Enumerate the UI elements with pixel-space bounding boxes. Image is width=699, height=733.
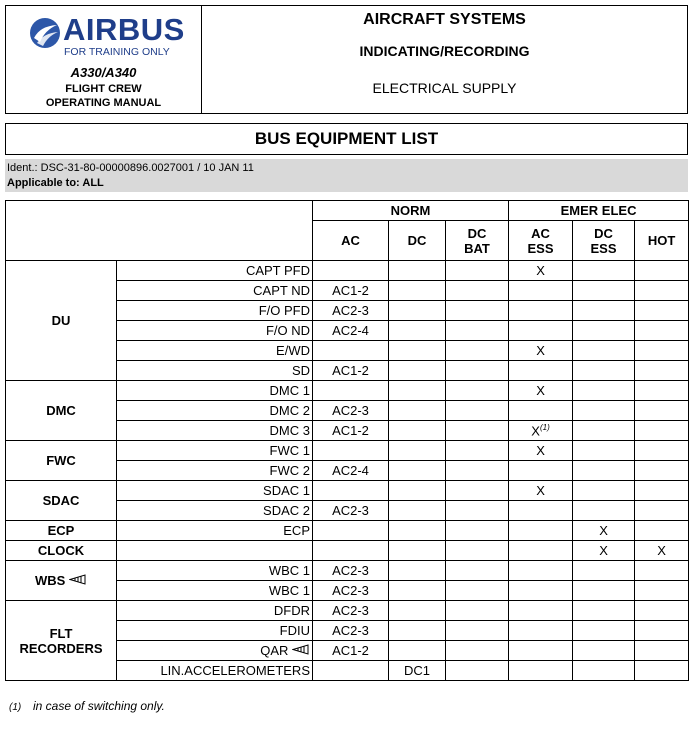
ac-ess-cell: X (509, 381, 573, 401)
footnote (9, 699, 165, 713)
equipment-cell: CAPT PFD (117, 261, 313, 281)
hot-cell (635, 661, 689, 681)
dc-bat-cell (446, 461, 509, 481)
dc-ess-cell (573, 381, 635, 401)
dc-cell (389, 281, 446, 301)
ac-ess-cell: X (509, 261, 573, 281)
hot-cell (635, 441, 689, 461)
header-blank-cell (6, 201, 313, 261)
dc-cell: DC1 (389, 661, 446, 681)
dc-cell (389, 581, 446, 601)
table-row (6, 521, 689, 541)
dc-ess-cell (573, 481, 635, 501)
hot-cell (635, 401, 689, 421)
footnote-number: (1) (9, 702, 22, 713)
ident-bar (5, 159, 688, 192)
equipment-cell: E/WD (117, 341, 313, 361)
dc-ess-cell (573, 341, 635, 361)
ac-ess-value: X (531, 423, 540, 439)
ac-ess-cell (509, 581, 573, 601)
dc-bat-cell (446, 641, 509, 661)
manual-name-line1: FLIGHT CREW (65, 83, 142, 95)
hot-cell (635, 281, 689, 301)
ac-cell (313, 261, 389, 281)
col-header-hot (635, 221, 689, 261)
ac-cell (313, 481, 389, 501)
dc-bat-cell (446, 541, 509, 561)
equipment-cell: SDAC 1 (117, 481, 313, 501)
page-header (5, 5, 688, 114)
dc-ess-cell (573, 261, 635, 281)
option-flag-icon (292, 644, 310, 655)
equipment-cell: CAPT ND (117, 281, 313, 301)
aircraft-model: A330/A340 (70, 65, 137, 80)
ac-cell: AC2-3 (313, 561, 389, 581)
table-row (6, 481, 689, 501)
ac-cell: AC1-2 (313, 361, 389, 381)
dc-ess-cell (573, 661, 635, 681)
option-flag-icon (69, 574, 87, 585)
dc-bat-cell (446, 321, 509, 341)
equipment-cell: ECP (117, 521, 313, 541)
ident-text: Ident.: DSC-31-80-00000896.0027001 / 10 JAN 11 (7, 162, 254, 174)
col-header-dc-ess (573, 221, 635, 261)
ac-ess-cell (509, 601, 573, 621)
group-label-flt-line2: RECORDERS (19, 640, 103, 656)
ac-cell (313, 341, 389, 361)
group-label-wbs-text: WBS (35, 573, 66, 588)
dc-cell (389, 401, 446, 421)
ac-ess-cell (509, 661, 573, 681)
ac-ess-cell (509, 321, 573, 341)
group-label-wbs (6, 561, 117, 601)
hot-cell (635, 261, 689, 281)
dc-bat-cell (446, 381, 509, 401)
ac-cell: AC2-3 (313, 501, 389, 521)
col-header-label: AC (341, 233, 360, 248)
col-header-label: HOT (647, 233, 676, 248)
equipment-label: QAR (260, 643, 289, 658)
ac-ess-cell (509, 401, 573, 421)
hot-cell (635, 341, 689, 361)
dc-bat-cell (446, 421, 509, 441)
dc-bat-cell (446, 521, 509, 541)
equipment-cell: DFDR (117, 601, 313, 621)
dc-ess-cell (573, 561, 635, 581)
ac-ess-cell (509, 621, 573, 641)
dc-cell (389, 481, 446, 501)
dc-bat-cell (446, 601, 509, 621)
dc-ess-cell (573, 641, 635, 661)
ac-cell: AC1-2 (313, 421, 389, 441)
dc-ess-cell (573, 401, 635, 421)
group-label-sdac: SDAC (6, 481, 117, 521)
ac-ess-cell: X (509, 441, 573, 461)
dc-ess-cell (573, 281, 635, 301)
group-label-dmc: DMC (6, 381, 117, 441)
equipment-cell: LIN.ACCELEROMETERS (117, 661, 313, 681)
dc-cell (389, 621, 446, 641)
hot-cell: X (635, 541, 689, 561)
dc-ess-cell (573, 621, 635, 641)
ac-ess-cell (509, 301, 573, 321)
table-header-row (6, 201, 689, 221)
footnote-marker: (1) (539, 422, 550, 432)
dc-ess-cell (573, 361, 635, 381)
norm-group-header: NORM (313, 201, 509, 221)
dc-cell (389, 361, 446, 381)
table-row (6, 561, 689, 581)
header-right-block (202, 6, 687, 113)
emer-elec-group-header: EMER ELEC (509, 201, 689, 221)
equipment-cell: F/O PFD (117, 301, 313, 321)
ac-cell: AC1-2 (313, 281, 389, 301)
equipment-cell: DMC 1 (117, 381, 313, 401)
dc-ess-cell (573, 501, 635, 521)
hot-cell (635, 381, 689, 401)
hot-cell (635, 501, 689, 521)
dc-cell (389, 601, 446, 621)
dc-cell (389, 641, 446, 661)
hot-cell (635, 361, 689, 381)
group-label-du: DU (6, 261, 117, 381)
equipment-cell: DMC 2 (117, 401, 313, 421)
ac-cell: AC1-2 (313, 641, 389, 661)
equipment-cell: FWC 1 (117, 441, 313, 461)
col-header-label: ESS (527, 240, 554, 256)
dc-bat-cell (446, 481, 509, 501)
dc-ess-cell (573, 461, 635, 481)
ac-ess-cell (509, 281, 573, 301)
table-row (6, 381, 689, 401)
hot-cell (635, 621, 689, 641)
chapter-title: AIRCRAFT SYSTEMS (363, 11, 526, 28)
hot-cell (635, 421, 689, 441)
ac-ess-cell (509, 541, 573, 561)
equipment-cell (117, 541, 313, 561)
ac-cell: AC2-4 (313, 321, 389, 341)
dc-ess-cell (573, 441, 635, 461)
ac-cell: AC2-3 (313, 621, 389, 641)
col-header-ac (313, 221, 389, 261)
dc-ess-cell: X (573, 521, 635, 541)
col-header-label: DC (407, 233, 427, 248)
dc-bat-cell (446, 341, 509, 361)
ac-cell (313, 381, 389, 401)
airbus-logo (28, 14, 188, 60)
ac-cell: AC2-3 (313, 581, 389, 601)
dc-bat-cell (446, 501, 509, 521)
ac-ess-cell (509, 561, 573, 581)
equipment-cell (117, 641, 313, 661)
dc-ess-cell (573, 601, 635, 621)
manual-name-line2: OPERATING MANUAL (45, 97, 162, 109)
table-row (6, 261, 689, 281)
dc-bat-cell (446, 621, 509, 641)
hot-cell (635, 301, 689, 321)
table-row (6, 541, 689, 561)
dc-cell (389, 321, 446, 341)
dc-cell (389, 461, 446, 481)
header-left-block (6, 6, 202, 113)
ac-cell: AC2-3 (313, 401, 389, 421)
hot-cell (635, 481, 689, 501)
ac-cell (313, 521, 389, 541)
subchapter-title: INDICATING/RECORDING (359, 43, 530, 59)
dc-ess-cell (573, 581, 635, 601)
dc-bat-cell (446, 301, 509, 321)
dc-cell (389, 421, 446, 441)
ac-cell: AC2-4 (313, 461, 389, 481)
dc-bat-cell (446, 281, 509, 301)
dc-ess-cell (573, 301, 635, 321)
col-header-dc (389, 221, 446, 261)
equipment-cell: SDAC 2 (117, 501, 313, 521)
ac-cell (313, 661, 389, 681)
equipment-cell: SD (117, 361, 313, 381)
logo-text: AIRBUS (63, 12, 185, 47)
dc-bat-cell (446, 361, 509, 381)
hot-cell (635, 641, 689, 661)
dc-cell (389, 341, 446, 361)
equipment-cell: DMC 3 (117, 421, 313, 441)
ac-cell (313, 441, 389, 461)
ac-ess-cell (509, 461, 573, 481)
ac-ess-cell (509, 361, 573, 381)
group-label-fwc: FWC (6, 441, 117, 481)
dc-ess-cell: X (573, 541, 635, 561)
dc-cell (389, 261, 446, 281)
dc-cell (389, 561, 446, 581)
table-row (6, 601, 689, 621)
dc-bat-cell (446, 261, 509, 281)
ac-ess-cell (509, 641, 573, 661)
dc-cell (389, 441, 446, 461)
equipment-cell: FDIU (117, 621, 313, 641)
equipment-cell: WBC 1 (117, 561, 313, 581)
col-header-dc-bat (446, 221, 509, 261)
hot-cell (635, 601, 689, 621)
hot-cell (635, 461, 689, 481)
airbus-swirl-icon (28, 16, 62, 50)
ac-ess-cell: X (509, 341, 573, 361)
ac-ess-cell (509, 501, 573, 521)
hot-cell (635, 321, 689, 341)
col-header-ac-ess (509, 221, 573, 261)
group-label-clock: CLOCK (6, 541, 117, 561)
hot-cell (635, 561, 689, 581)
equipment-cell: FWC 2 (117, 461, 313, 481)
dc-cell (389, 541, 446, 561)
dc-cell (389, 381, 446, 401)
col-header-label: AC (531, 225, 550, 241)
ac-cell (313, 541, 389, 561)
hot-cell (635, 521, 689, 541)
equipment-cell: F/O ND (117, 321, 313, 341)
hot-cell (635, 581, 689, 601)
footnote-text: in case of switching only. (33, 699, 165, 713)
group-label-ecp: ECP (6, 521, 117, 541)
dc-cell (389, 501, 446, 521)
dc-bat-cell (446, 581, 509, 601)
applicability-text: Applicable to: ALL (7, 177, 104, 189)
dc-bat-cell (446, 441, 509, 461)
col-header-label: BAT (464, 240, 490, 256)
logo-subtitle: FOR TRAINING ONLY (64, 46, 170, 58)
dc-ess-cell (573, 421, 635, 441)
dc-cell (389, 521, 446, 541)
ac-ess-cell (509, 521, 573, 541)
ac-ess-cell: X (509, 481, 573, 501)
page-title: BUS EQUIPMENT LIST (5, 123, 688, 155)
group-label-flt-line1: FLT (49, 625, 73, 641)
group-label-flt-recorders (6, 601, 117, 681)
section-title: ELECTRICAL SUPPLY (372, 80, 517, 96)
ac-cell: AC2-3 (313, 301, 389, 321)
dc-bat-cell (446, 561, 509, 581)
dc-ess-cell (573, 321, 635, 341)
dc-bat-cell (446, 661, 509, 681)
col-header-label: DC (594, 225, 613, 241)
ac-ess-cell (509, 421, 573, 441)
col-header-label: ESS (590, 240, 617, 256)
col-header-label: DC (467, 225, 487, 241)
table-row (6, 441, 689, 461)
dc-cell (389, 301, 446, 321)
ac-cell: AC2-3 (313, 601, 389, 621)
bus-equipment-table (5, 200, 689, 681)
equipment-cell: WBC 1 (117, 581, 313, 601)
dc-bat-cell (446, 401, 509, 421)
